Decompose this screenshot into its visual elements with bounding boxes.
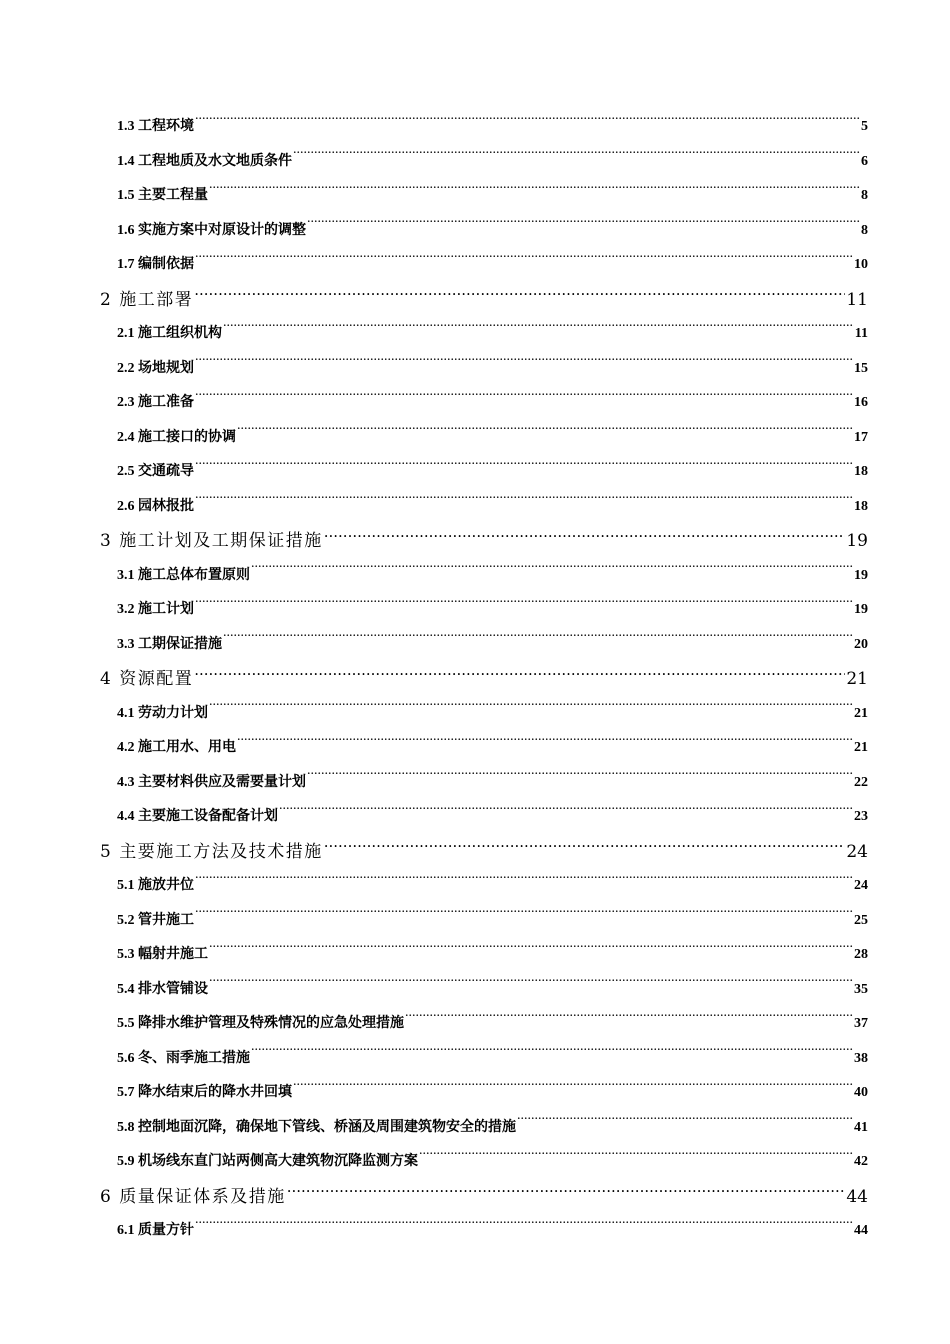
toc-page-number: 11 (854, 326, 868, 341)
dot-leader (209, 944, 853, 958)
toc-entry-title: 1.7 编制依据 (117, 257, 194, 272)
toc-page-number: 21 (854, 705, 868, 721)
toc-entry-title: 1.4 工程地质及水文地质条件 (117, 153, 292, 169)
toc-entry-title: 2.1 施工组织机构 (117, 326, 222, 341)
toc-entry-title: 4.2 施工用水、用电 (117, 740, 236, 755)
dot-leader (324, 529, 846, 546)
toc-section-entry[interactable] (0, 1214, 868, 1249)
toc-page-number: 44 (854, 1223, 868, 1238)
dot-leader (195, 875, 853, 889)
dot-leader (237, 737, 853, 751)
toc-page-number: 25 (854, 912, 868, 928)
toc-section-entry[interactable] (0, 628, 868, 663)
toc-page-number: 22 (854, 774, 868, 790)
toc-entry-title: 5.3 幅射井施工 (117, 947, 208, 962)
dot-leader (209, 703, 853, 717)
toc-page-number: 38 (854, 1050, 868, 1066)
toc-entry-title: 5.8 控制地面沉降，确保地下管线、桥涵及周围建筑物安全的措施 (117, 1119, 516, 1135)
toc-section-entry[interactable] (0, 110, 868, 145)
toc-section-entry[interactable] (0, 559, 868, 594)
dot-leader (293, 151, 860, 165)
toc-page-number: 44 (846, 1186, 868, 1207)
toc-section-entry[interactable] (0, 1111, 868, 1146)
toc-section-entry[interactable] (0, 455, 868, 490)
toc-entry-title: 5 主要施工方法及技术措施 (100, 841, 323, 862)
toc-section-entry[interactable] (0, 938, 868, 973)
toc-entry-title: 3.2 施工计划 (117, 602, 194, 617)
dot-leader (223, 634, 853, 648)
toc-section-entry[interactable] (0, 1007, 868, 1042)
dot-leader (195, 496, 853, 510)
dot-leader (195, 116, 860, 130)
toc-page-number: 6 (861, 153, 868, 169)
dot-leader (237, 427, 853, 441)
toc-entry-title: 2.5 交通疏导 (117, 464, 194, 479)
table-of-contents (0, 110, 950, 1249)
toc-page-number: 5 (861, 119, 868, 134)
toc-page-number: 23 (854, 809, 868, 824)
toc-section-entry[interactable] (0, 490, 868, 525)
toc-section-entry[interactable] (0, 386, 868, 421)
dot-leader (287, 1185, 846, 1202)
dot-leader (195, 254, 853, 268)
toc-section-entry[interactable] (0, 1145, 868, 1180)
toc-page-number: 8 (861, 188, 868, 203)
toc-entry-title: 2.2 场地规划 (117, 360, 194, 376)
toc-entry-title: 5.5 降排水维护管理及特殊情况的应急处理措施 (117, 1016, 404, 1031)
toc-section-entry[interactable] (0, 973, 868, 1008)
toc-section-entry[interactable] (0, 352, 868, 387)
toc-section-entry[interactable] (0, 1076, 868, 1111)
toc-page-number: 15 (854, 360, 868, 376)
dot-leader (307, 772, 853, 786)
toc-entry-title: 3.1 施工总体布置原则 (117, 567, 250, 583)
toc-section-entry[interactable] (0, 697, 868, 732)
dot-leader (195, 358, 853, 372)
dot-leader (307, 220, 860, 234)
toc-page-number: 20 (854, 636, 868, 652)
toc-page-number: 40 (854, 1085, 868, 1100)
toc-page-number: 18 (854, 498, 868, 514)
toc-entry-title: 2 施工部署 (100, 289, 194, 310)
toc-section-entry[interactable] (0, 317, 868, 352)
dot-leader (195, 461, 853, 475)
toc-section-entry[interactable] (0, 214, 868, 249)
toc-section-entry[interactable] (0, 731, 868, 766)
toc-entry-title: 5.6 冬、雨季施工措施 (117, 1050, 250, 1066)
toc-section-entry[interactable] (0, 593, 868, 628)
toc-page-number: 18 (854, 464, 868, 479)
dot-leader (194, 667, 845, 684)
dot-leader (195, 392, 853, 406)
toc-entry-title: 5.9 机场线东直门站两侧高大建筑物沉降监测方案 (117, 1154, 418, 1169)
toc-page-number: 19 (854, 567, 868, 583)
dot-leader (223, 323, 854, 337)
toc-chapter-entry[interactable] (0, 524, 868, 559)
dot-leader (209, 185, 860, 199)
dot-leader (517, 1117, 853, 1131)
toc-page-number: 19 (846, 531, 868, 551)
toc-page-number: 37 (854, 1016, 868, 1031)
dot-leader (405, 1013, 853, 1027)
toc-entry-title: 5.7 降水结束后的降水井回填 (117, 1085, 292, 1100)
toc-page-number: 8 (861, 222, 868, 238)
toc-section-entry[interactable] (0, 248, 868, 283)
toc-section-entry[interactable] (0, 869, 868, 904)
toc-page-number: 24 (854, 878, 868, 893)
dot-leader (195, 910, 853, 924)
dot-leader (195, 1220, 853, 1234)
dot-leader (195, 599, 853, 613)
dot-leader (194, 288, 845, 305)
toc-entry-title: 1.3 工程环境 (117, 119, 194, 134)
toc-entry-title: 1.6 实施方案中对原设计的调整 (117, 222, 306, 238)
dot-leader (279, 806, 853, 820)
toc-chapter-entry[interactable] (0, 1180, 868, 1215)
toc-section-entry[interactable] (0, 421, 868, 456)
dot-leader (251, 565, 853, 579)
toc-entry-title: 4.4 主要施工设备配备计划 (117, 809, 278, 824)
toc-entry-title: 1.5 主要工程量 (117, 188, 208, 203)
toc-page-number: 28 (854, 947, 868, 962)
toc-section-entry[interactable] (0, 1042, 868, 1077)
toc-section-entry[interactable] (0, 800, 868, 835)
toc-entry-title: 5.1 施放井位 (117, 878, 194, 893)
toc-page-number: 19 (854, 602, 868, 617)
toc-page-number: 16 (854, 395, 868, 410)
toc-section-entry[interactable] (0, 904, 868, 939)
toc-entry-title: 6 质量保证体系及措施 (100, 1186, 286, 1207)
dot-leader (293, 1082, 853, 1096)
toc-section-entry[interactable] (0, 145, 868, 180)
toc-page-number: 42 (854, 1154, 868, 1169)
dot-leader (209, 979, 853, 993)
toc-entry-title: 4.1 劳动力计划 (117, 705, 208, 721)
toc-entry-title: 4.3 主要材料供应及需要量计划 (117, 774, 306, 790)
toc-page-number: 21 (846, 669, 868, 689)
toc-page-number: 41 (854, 1119, 868, 1135)
toc-section-entry[interactable] (0, 179, 868, 214)
toc-entry-title: 5.2 管井施工 (117, 912, 194, 928)
toc-page-number: 17 (854, 429, 868, 445)
toc-entry-title: 2.4 施工接口的协调 (117, 429, 236, 445)
toc-chapter-entry[interactable] (0, 662, 868, 697)
dot-leader (251, 1048, 853, 1062)
toc-entry-title: 2.6 园林报批 (117, 498, 194, 514)
toc-entry-title: 5.4 排水管铺设 (117, 981, 208, 997)
toc-page-number: 24 (846, 841, 868, 862)
toc-entry-title: 6.1 质量方针 (117, 1223, 194, 1238)
toc-page-number: 11 (846, 289, 868, 310)
dot-leader (419, 1151, 853, 1165)
toc-page-number: 35 (854, 981, 868, 997)
toc-chapter-entry[interactable] (0, 283, 868, 318)
toc-entry-title: 3 施工计划及工期保证措施 (100, 531, 323, 551)
toc-section-entry[interactable] (0, 766, 868, 801)
toc-entry-title: 3.3 工期保证措施 (117, 636, 222, 652)
toc-chapter-entry[interactable] (0, 835, 868, 870)
toc-entry-title: 2.3 施工准备 (117, 395, 194, 410)
toc-page-number: 21 (854, 740, 868, 755)
toc-page-number: 10 (854, 257, 868, 272)
dot-leader (324, 840, 846, 857)
toc-entry-title: 4 资源配置 (100, 669, 194, 689)
